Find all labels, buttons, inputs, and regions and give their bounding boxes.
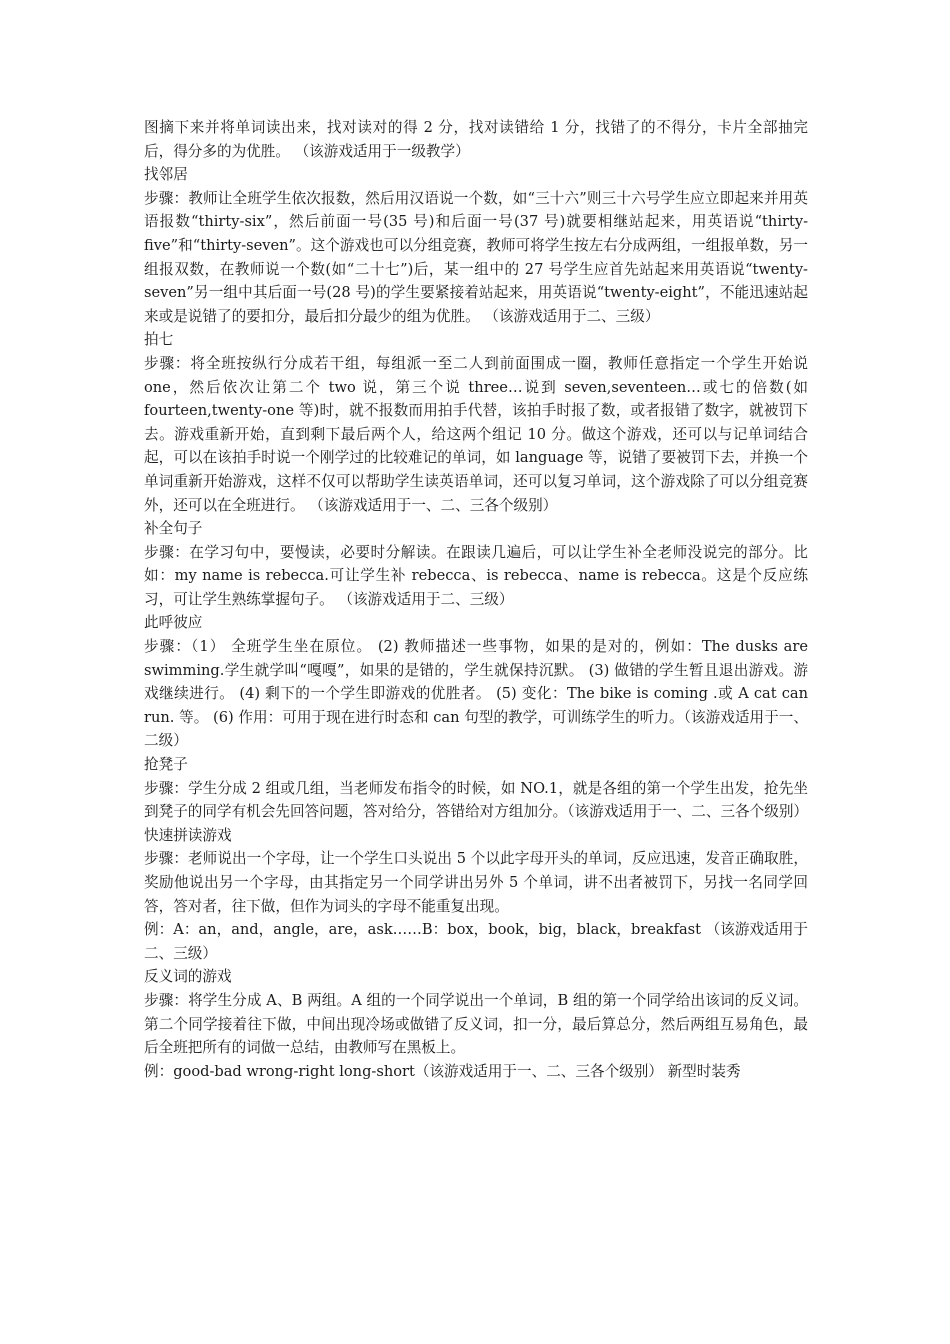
heading-grab-stool: 抢凳子 <box>144 756 188 774</box>
heading-clap-seven: 拍七 <box>144 331 174 349</box>
paragraph-quick-spelling-example: 例：A：an，and，angle，are，ask……B：box，book，big，black，breakfast （该游戏适用于二、三级） <box>144 921 808 962</box>
heading-quick-spelling: 快速拼读游戏 <box>144 826 232 844</box>
heading-antonym-game: 反义词的游戏 <box>144 968 232 986</box>
heading-call-response: 此呼彼应 <box>144 614 203 632</box>
paragraph-antonym-game: 步骤：将学生分成 A、B 两组。A 组的一个同学说出一个单词，B 组的第一个同学给出该词的反义词。第二个同学接着往下做，中间出现冷场或做错了反义词，扣一分，最后算总分，然后两组互易角色，最后全班把所有的词做一总结，由教师写在黑板上。 <box>144 991 808 1057</box>
paragraph-find-neighbor: 步骤：教师让全班学生依次报数，然后用汉语说一个数，如“三十六”则三十六号学生应立即起来并用英语报数“thirty-six”，然后前面一号(35 号)和后面一号(37 号)就要相继站起来，用英语说“thirty-five”和“thirty-seven”。这个游戏也可以分组竞赛，教师可将学生按左右分成两组，一组报单数，另一组报双数，在教师说一个数(如“二十七”)后，某一组中的 27 号学生应首先站起来用英语说“twenty-seven”另一组中其后面一号(28 号)的学生要紧接着站起来，用英语说“twenty-eight”，不能迅速站起来或是说错了的要扣分，最后扣分最少的组为优胜。 （该游戏适用于二、三级） <box>144 189 808 325</box>
heading-complete-sentence: 补全句子 <box>144 520 203 538</box>
paragraph-intro: 图摘下来并将单词读出来，找对读对的得 2 分，找对读错给 1 分，找错了的不得分，卡片全部抽完后，得分多的为优胜。 （该游戏适用于一级教学） <box>144 119 808 160</box>
paragraph-call-response: 步骤：（1） 全班学生坐在原位。 (2) 教师描述一些事物，如果的是对的，例如：The dusks are swimming.学生就学叫“嘎嘎”，如果的是错的，学生就保持沉默。 (3) 做错的学生暂且退出游戏。游戏继续进行。 (4) 剩下的一个学生即游戏的优胜者。 (5) 变化：The bike is coming .或 A cat can run. 等。 (6) 作用：可用于现在进行时态和 can 句型的教学，可训练学生的听力。（该游戏适用于一、二级） <box>144 638 808 750</box>
document-page <box>144 116 808 1083</box>
paragraph-grab-stool: 步骤：学生分成 2 组或几组，当老师发布指令的时候，如 NO.1，就是各组的第一个学生出发，抢先坐到凳子的同学有机会先回答问题，答对给分，答错给对方组加分。（该游戏适用于一、二、三各个级别） <box>144 779 809 821</box>
paragraph-quick-spelling: 步骤：老师说出一个字母，让一个学生口头说出 5 个以此字母开头的单词，反应迅速，发音正确取胜，奖励他说出另一个字母，由其指定另一个同学讲出另外 5 个单词，讲不出者被罚下，另找一名同学回答，答对者，往下做，但作为词头的字母不能重复出现。 <box>144 850 808 915</box>
paragraph-antonym-example: 例：good-bad wrong-right long-short（该游戏适用于一、二、三各个级别） 新型时装秀 <box>144 1062 741 1080</box>
paragraph-complete-sentence: 步骤：在学习句中，要慢读，必要时分解读。在跟读几遍后，可以让学生补全老师没说完的部分。比如：my name is rebecca.可让学生补 rebecca、is rebecca、name is rebecca。这是个反应练习，可让学生熟练掌握句子。 （该游戏适用于二、三级） <box>144 543 808 608</box>
paragraph-clap-seven: 步骤：将全班按纵行分成若干组，每组派一至二人到前面围成一圈，教师任意指定一个学生开始说 one，然后依次让第二个 two 说，第三个说 three…说到 seven,seventeen…或七的倍数(如 fourteen,twenty-one 等)时，就不报数而用拍手代替，该拍手时报了数，或者报错了数字，就被罚下去。游戏重新开始，直到剩下最后两个人，给这两个组记 10 分。做这个游戏，还可以与记单词结合起，可以在该拍手时说一个刚学过的比较难记的单词，如 language 等，说错了要被罚下去，并换一个单词重新开始游戏，这样不仅可以帮助学生读英语单词，还可以复习单词，这个游戏除了可以分组竞赛外，还可以在全班进行。 （该游戏适用于一、二、三各个级别） <box>144 354 808 514</box>
heading-find-neighbor: 找邻居 <box>144 166 188 184</box>
